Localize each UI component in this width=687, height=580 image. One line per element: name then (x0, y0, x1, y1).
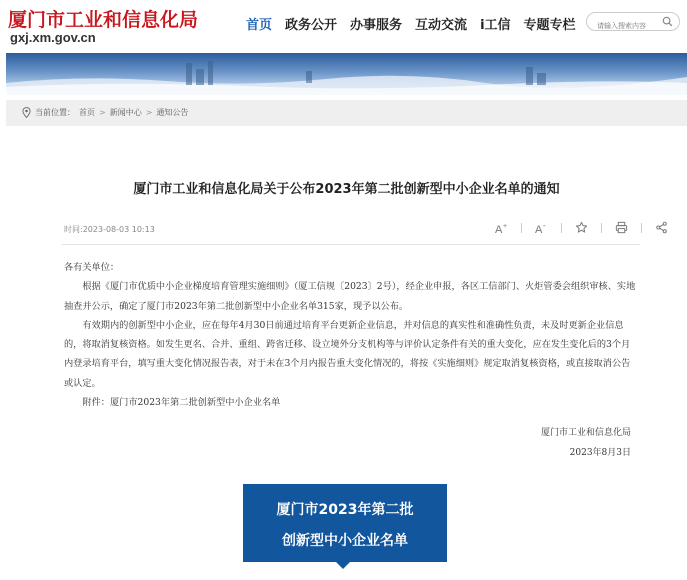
list-title-card (243, 484, 447, 562)
card-title-line-2: 创新型中小企业名单 (282, 533, 408, 549)
paragraph-requirements: 有效期内的创新型中小企业，应在每年4月30日前通过培育平台更新企业信息，并对信息的真实性和准确性负责，未及时更新企业信息的，将取消复核资格。如发生更名、合并、重组、跨省迁移、设立境外分支机构等与评价认定条件有关的重大变化，应在发生变化后的3个月内登录培育平台，填写重大变化情况报告表，对于未在3个月内报告重大变化情况的，将按《实施细则》规定取消复核资格，或直接取消公告或认定。 (64, 319, 631, 389)
search-box (586, 12, 680, 31)
site-header (0, 0, 687, 50)
breadcrumb-separator: > (145, 108, 153, 117)
issue-date: 2023年8月3日 (569, 448, 631, 458)
breadcrumb-separator: > (99, 108, 106, 117)
nav-home[interactable]: 首页 (246, 18, 273, 33)
site-domain: gxj.xm.gov.cn (10, 30, 96, 45)
paragraph-basis: 根据《厦门市优质中小企业梯度培育管理实施细则》（厦工信规〔2023〕2号），经企业申报，各区工信部门、火炬管委会组织审核、实地抽查并公示，确定了厦门市2023年第二批创新型中小企业名单315家，现予以公布。 (64, 281, 636, 312)
font-increase-icon[interactable] (494, 220, 509, 235)
article (6, 126, 687, 486)
svg-text:+: + (502, 222, 507, 230)
publish-time: 2023-08-03 10:13 (82, 225, 155, 234)
search-icon[interactable] (662, 16, 673, 27)
print-icon[interactable] (614, 220, 629, 235)
time-label: 时间: (64, 225, 83, 234)
breadcrumb-item-news[interactable]: 新闻中心 (109, 108, 142, 117)
salutation: 各有关单位： (64, 262, 120, 273)
font-decrease-icon[interactable] (534, 220, 549, 235)
tool-divider (521, 223, 522, 233)
tool-divider (561, 223, 562, 233)
nav-interaction[interactable]: 互动交流 (415, 18, 468, 33)
nav-services[interactable]: 办事服务 (350, 18, 403, 33)
nav-special-topics[interactable]: 专题专栏 (523, 18, 576, 33)
search-input[interactable] (587, 18, 657, 35)
share-icon[interactable] (654, 220, 669, 235)
tool-divider (641, 223, 642, 233)
attachment-link[interactable]: 附件：厦门市2023年第二批创新型中小企业名单 (82, 397, 281, 409)
site-logo-text[interactable]: 厦门市工业和信息化局 (8, 9, 199, 31)
article-tools (494, 220, 681, 235)
signature: 厦门市工业和信息化局 (540, 428, 631, 438)
meta-divider (62, 244, 640, 245)
header-banner-image (6, 53, 687, 95)
svg-text:A: A (534, 223, 542, 234)
breadcrumb (22, 107, 192, 118)
svg-text:-: - (542, 221, 546, 230)
nav-igongxin[interactable]: i工信 (480, 18, 511, 33)
card-pointer-arrow (336, 562, 350, 569)
breadcrumb-bar (6, 100, 687, 126)
main-nav (246, 14, 589, 33)
svg-text:A: A (494, 223, 502, 234)
article-meta (64, 224, 155, 235)
star-icon[interactable] (574, 220, 589, 235)
breadcrumb-label: 当前位置： (35, 108, 75, 117)
card-title-line-1: 厦门市2023年第二批 (276, 502, 414, 518)
breadcrumb-item-notices[interactable]: 通知公告 (156, 108, 189, 117)
nav-government-affairs[interactable]: 政务公开 (285, 18, 338, 33)
article-title: 厦门市工业和信息化局关于公布2023年第二批创新型中小企业名单的通知 (133, 182, 560, 197)
location-pin-icon (22, 107, 31, 118)
article-body (64, 258, 638, 412)
breadcrumb-item-home[interactable]: 首页 (79, 108, 95, 117)
tool-divider (601, 223, 602, 233)
